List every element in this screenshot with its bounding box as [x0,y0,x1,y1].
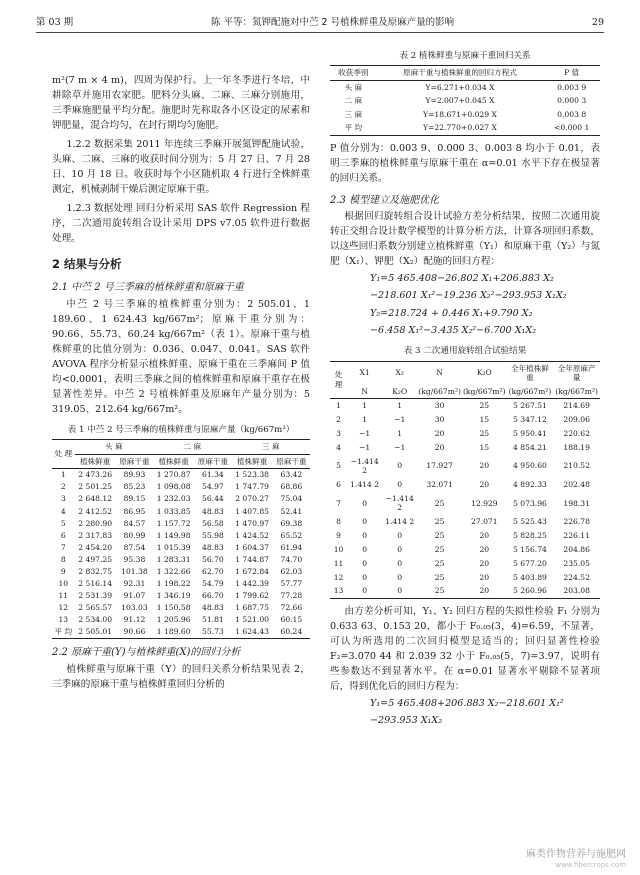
table1-cell: 1 198.22 [156,579,191,589]
table1-row [52,626,310,639]
table1-cell: 1 799.62 [235,591,270,601]
table1-cell: 1 747.79 [235,482,270,492]
table3-row [330,557,600,571]
table-1-header-treatment: 处 理 [52,440,75,469]
table2-cell: 三 麻 [344,109,363,119]
table3-cell: 0 [362,544,368,554]
table2-row [330,94,600,107]
table-1-subheader: 原麻干重 [194,454,231,468]
table3-cell: 27.071 [471,517,498,527]
table1-cell: 52.41 [280,506,303,516]
table1-cell: 2 534.00 [78,615,113,625]
anova-paragraph: 由方差分析可知，Y₁、Y₂ 回归方程的失拟性检验 F₁ 分别为 0.633 63、0.153 20，都小于 F₀.₀₅(3，4)=6.59，不显著，可认为所选用的二次回归模型是适当的；回归显著性检验 F₂=3.070 44 和 2.039 32 小于 F₀.₀₅(5，7)=3.97，说明有些参数达不到显著水平。在 α=0.01 显著水平剔除不显著项后，得到优化后的回归方程为： [330,606,600,692]
watermark-title: 麻类作物营养与施肥网 [526,848,626,860]
table3-cell: 5 347.12 [513,415,547,425]
table1-cell: 1 232.03 [156,494,191,504]
table1-row [52,505,310,517]
table1-cell: 1 [60,470,66,480]
table2-cell: Y=18.671+0.029 X [423,109,497,119]
regression-p-values-paragraph: P 值分别为：0.003 9、0.000 3、0.003 8 均小于 0.01，表明三季麻的植株鲜重与原麻干重在 α=0.01 水平下存在极显著的回归关系。 [330,142,600,184]
table3-cell: 12 [333,572,344,582]
table1-cell: 2 565.57 [78,603,113,613]
table3-cell: 20 [479,479,490,489]
table1-cell: 1 015.39 [156,542,191,552]
table3-cell: 20 [479,586,490,596]
table2-cell: 0.003 9 [557,82,587,92]
table3-row [330,570,600,584]
table1-cell: 1 150.58 [156,603,191,613]
table3-cell: 4 950.60 [513,461,547,471]
table1-cell: 95.38 [123,554,146,564]
table3-cell: 25 [434,498,445,508]
table3-cell: 203.08 [563,586,590,596]
table2-cell: Y=2.007+0.045 X [425,96,495,106]
table2-row [330,108,600,121]
table3-cell: 0 [397,461,403,471]
table3-cell: 188.19 [563,442,590,452]
table1-row [52,578,310,590]
running-header [36,14,604,33]
equation-y2-line2: −6.458 X₁²−3.435 X₂²−6.700 X₁X₂ [370,324,537,336]
table-3-header: X1 [359,368,370,378]
table3-cell: 7 [336,498,341,508]
table1-cell: 3 [60,494,66,504]
table1-cell: 1 407.85 [235,506,270,516]
table3-cell: 12.929 [471,498,498,508]
table1-row [52,566,310,578]
table3-row [330,478,600,492]
table1-cell: 2 832.75 [78,566,113,576]
table1-cell: 80.99 [123,530,146,540]
table3-cell: 0 [397,586,403,596]
table3-cell: 1.414 2 [350,479,380,489]
table1-cell: 86.95 [123,506,146,516]
table3-cell: 0 [397,531,403,541]
table3-cell: 209.06 [563,415,590,425]
table1-cell: 12 [58,603,69,613]
table3-cell: 11 [333,558,344,568]
table3-cell: 20 [479,572,490,582]
table1-cell: 54.79 [202,579,224,589]
table3-cell: 32.071 [426,479,453,489]
equation-y1-line2: −218.601 X₁²−19.236 X₂²−293.953 X₁X₂ [370,290,567,302]
table1-cell: 90.66 [123,627,146,637]
table3-cell: 25 [479,401,490,411]
watermark [526,849,626,869]
table1-cell: 4 [60,506,66,516]
table1-cell: 1 346.19 [156,591,191,601]
table1-cell: 8 [60,554,66,564]
table1-cell: 55.73 [202,627,224,637]
table-2-header: 原麻干重与植株鲜重的回归方程式 [377,66,544,80]
table1-cell: 1 098.08 [156,482,191,492]
table-1-subheader: 植株鲜重 [153,454,194,468]
table-1-group-first: 头 麻 [75,440,153,454]
table-2-header: P 值 [543,66,600,80]
table1-cell: 2 648.12 [78,494,113,504]
table-1-group-second: 二 麻 [153,440,231,454]
table3-row [330,584,600,598]
table1-cell: 92.31 [123,579,146,589]
table3-cell: 1 [362,415,368,425]
table-3-header: K₂O [476,368,492,378]
table3-cell: 0 [362,586,368,596]
table1-cell: 1 424.52 [235,530,270,540]
table-3-unit: (kg/667m²) [507,385,554,399]
table3-cell: 5 677.20 [513,558,547,568]
table3-cell: 20 [479,531,490,541]
table3-row [330,413,600,427]
table3-cell: 25 [434,572,445,582]
table1-cell: 1 604.37 [235,542,270,552]
table-1-subheader: 植株鲜重 [232,454,273,468]
table3-cell: −1.414 2 [350,456,379,476]
table3-cell: 0 [397,544,403,554]
equation-y2-line1: Y₂=218.724 + 0.446 X₁+9.790 X₂ [370,307,533,319]
right-column [330,44,600,729]
table3-cell: 25 [479,428,490,438]
table-3-unit: (kg/667m²) [553,385,600,399]
table1-row [52,554,310,566]
table3-cell: 1 [336,401,341,411]
table1-cell: 1 442.39 [235,579,270,589]
table1-row [52,493,310,505]
table-3-header: 处 理 [330,361,347,398]
table1-row [52,614,310,626]
table3-cell: 5 403.89 [513,572,547,582]
table3-cell: −1 [394,415,406,425]
table1-cell: 13 [58,615,69,625]
table3-cell: 5 260.96 [513,586,547,596]
section-2-1-paragraph: 中苎 2 号三季麻的植株鲜重分别为：2 505.01、1 189.60、1 624.43 kg/667m²；原麻干重分别为：90.66、55.73、60.24 kg/667m²（表 1）。原麻干重与植株鲜重的比值分别为：0.036、0.047、0.041。SAS 软件 AVOVA 程序分析显示植株鲜重、原麻干重在三季麻间 P 值均<0.0001，表明三季麻之间的植株鲜重和原麻干重存在极显著性差异。中苎 2 号植株鲜重及原麻年产量分别为：5 319.05、212.64 kg/667m²。 [52,299,310,415]
table3-cell: 20 [479,544,490,554]
table3-cell: 15 [479,442,490,452]
table1-cell: 1 322.66 [156,566,191,576]
subsection-2-3-heading: 2.3 模型建立及施肥优化 [330,194,440,206]
table3-cell: 226.11 [563,531,590,541]
table1-cell: 1 624.43 [235,627,270,637]
table1-cell: 1 149.98 [156,530,191,540]
table1-cell: 60.15 [280,615,303,625]
table3-cell: 5 828.25 [513,531,547,541]
table3-cell: −1 [394,442,406,452]
table1-cell: 6 [60,530,66,540]
table-2-body [330,80,600,135]
table3-cell: 5 [336,461,341,471]
table1-row [52,481,310,493]
table3-cell: 3 [336,428,341,438]
table3-cell: 4 854.21 [513,442,547,452]
table1-cell: 51.81 [202,615,224,625]
table-3-header: N [436,368,443,378]
table3-cell: 220.62 [563,428,590,438]
table1-cell: 57.77 [280,579,303,589]
table1-cell: 74.70 [280,554,303,564]
table3-cell: 30 [434,415,445,425]
table1-cell: 89.93 [123,470,146,480]
table1-cell: 1 270.87 [156,470,191,480]
table1-cell: 1 523.38 [235,470,270,480]
table3-cell: 25 [434,544,445,554]
table1-cell: 2 454.20 [78,542,113,552]
table2-cell: 平 均 [344,123,363,133]
table1-cell: 56.58 [202,518,224,528]
table1-cell: 75.04 [280,494,303,504]
table-3-caption: 表 3 二次通用旋转组合试验结果 [403,346,527,357]
table3-cell: 25 [434,517,445,527]
table3-cell: 0 [362,558,368,568]
table1-cell: 2 505.01 [78,627,113,637]
table1-cell: 1 189.60 [156,627,191,637]
table3-cell: 0 [397,572,403,582]
table-3-header: 全年植株鲜重 [510,363,549,383]
table3-cell: 5 950.41 [513,428,547,438]
section-1-2-2: 1.2.2 数据采集 2011 年连续三季麻开展氮钾配施试验，头麻、二麻、三麻的收获时间分别为：5 月 27 日、7 月 28 日、10 月 18 日。收获时每个小区随机取 4 行进行全株鲜重测定，机械剥制干燥后测定原麻干重。 [52,138,310,195]
optimized-equation-line1: Y₁=5 465.408+206.883 X₂−218.601 X₁² [370,697,564,709]
table1-cell: 62.70 [202,566,224,576]
table2-cell: Y=22.770+0.027 X [423,123,497,133]
table-3 [330,361,600,600]
table3-cell: 20 [434,442,445,452]
table3-cell: 15 [479,415,490,425]
table3-cell: 25 [434,586,445,596]
equation-y1-line1: Y₁=5 465.408−26.802 X₁+206.883 X₂ [370,273,554,285]
table1-cell: 63.42 [280,470,303,480]
table1-cell: 1 157.72 [156,518,191,528]
table1-cell: 48.83 [202,506,224,516]
table1-cell: 56.70 [202,554,224,564]
table1-cell: 66.70 [202,591,224,601]
table1-cell: 2 317.83 [78,530,113,540]
left-column [52,74,310,693]
page-number: 29 [591,16,604,28]
table2-row [330,80,600,94]
intro-paragraph: m²(7 m × 4 m)，四周为保护行。上一年冬季进行冬培，中耕除草并施用农家肥。肥料分头麻、二麻、三麻分别施用，三季麻施肥量平均分配。施肥时先称取各小区设定的尿素和钾肥量，混合均匀，在封行期均匀施肥。 [52,75,310,131]
table1-cell: 65.52 [280,530,303,540]
table1-cell: 2 501.25 [78,482,113,492]
table3-row [330,454,600,477]
table3-cell: 224.52 [563,572,590,582]
table3-row [330,529,600,543]
table1-cell: 85.23 [123,482,146,492]
table3-cell: 5 525.43 [513,517,547,527]
table1-cell: 9 [60,566,66,576]
table1-cell: 1 672.84 [235,566,270,576]
table-3-unit: (kg/667m²) [417,385,462,399]
table3-cell: 0 [397,479,403,489]
table3-cell: 25 [434,531,445,541]
table3-cell: 13 [333,586,344,596]
table3-cell: 0 [362,531,368,541]
table3-cell: 10 [333,544,344,554]
table-2-caption: 表 2 植株鲜重与原麻干重回归关系 [399,51,531,61]
table1-cell: 2 412.52 [78,506,113,516]
table1-cell: 7 [60,542,66,552]
table3-cell: 204.86 [563,544,590,554]
table3-cell: 1 [362,401,368,411]
table3-cell: 0 [362,517,368,527]
table-2 [330,65,600,135]
table3-cell: 20 [479,558,490,568]
section-2-3-paragraph: 根据回归旋转组合设计试验方差分析结果，按照二次通用旋转正交组合设计数学模型的计算分析方法，计算各项回归系数，以这些回归系数分别建立植株鲜重（Y₁）和原麻干重（Y₂）与氮肥（X₁）、钾肥（X₂）配施的回归方程： [330,211,600,268]
table3-cell: 20 [479,461,490,471]
table3-cell: 214.69 [563,401,590,411]
table3-cell: 198.31 [563,498,590,508]
table3-cell: 1 [397,401,403,411]
table1-row [52,541,310,553]
table3-cell: −1 [359,428,371,438]
table3-row [330,515,600,529]
table3-row [330,399,600,413]
section-2-heading: 2 结果与分析 [52,257,122,272]
table2-cell: 头 麻 [344,82,363,92]
table3-cell: 0 [362,498,368,508]
table1-row [52,517,310,529]
table1-cell: 2 516.14 [78,579,113,589]
table3-cell: 30 [434,401,445,411]
table1-cell: 2 280.90 [78,518,113,528]
table1-cell: 60.24 [280,627,303,637]
table3-cell: 202.48 [563,479,590,489]
table3-cell: 210.52 [563,461,590,471]
table-1-subheader: 原麻干重 [116,454,153,468]
table1-cell: 2 497.25 [78,554,113,564]
table1-cell: 48.83 [202,603,224,613]
table1-cell: 1 283.31 [156,554,191,564]
table3-row [330,427,600,441]
table1-cell: 61.34 [202,470,224,480]
table3-cell: 17.927 [426,461,453,471]
table1-row [52,602,310,614]
table3-cell: 6 [336,479,341,489]
section-1-2-3: 1.2.3 数据处理 回归分析采用 SAS 软件 Regression 程序，二次通用旋转组合设计采用 DPS v7.05 软件进行数据处理。 [52,202,310,244]
table1-cell: 61.94 [280,542,303,552]
table3-cell: −1.414 2 [385,493,414,513]
table1-cell: 89.15 [123,494,146,504]
table2-cell: 二 麻 [344,96,363,106]
table1-cell: 1 205.96 [156,615,191,625]
table2-row [330,121,600,135]
table3-cell: 235.05 [563,558,590,568]
subsection-2-2-heading: 2.2 原麻干重(Y)与植株鲜重(X)的回归分析 [52,647,241,659]
table1-row [52,529,310,541]
table-1 [52,439,310,639]
table3-row [330,441,600,455]
table1-cell: 2 070.27 [235,494,270,504]
table1-cell: 55.98 [202,530,224,540]
table3-cell: 5 267.51 [513,401,547,411]
table-3-body [330,399,600,599]
table-3-unit: N [347,385,382,399]
subsection-2-1-heading: 2.1 中苎 2 号三季麻的植株鲜重和原麻干重 [52,282,244,294]
table2-cell: <0.000 1 [553,123,590,133]
table2-cell: Y=6.271+0.034 X [425,82,495,92]
table1-cell: 62.03 [280,566,303,576]
table1-cell: 2 473.26 [78,470,113,480]
table3-row [330,492,600,515]
table3-cell: 4 892.33 [513,479,547,489]
table1-cell: 68.86 [280,482,303,492]
table1-cell: 69.38 [280,518,303,528]
table1-cell: 1 687.75 [235,603,270,613]
table3-cell: 226.78 [563,517,590,527]
table3-cell: 25 [434,558,445,568]
table3-cell: 1 [397,428,403,438]
table1-cell: 77.28 [280,591,303,601]
table1-cell: 56.44 [202,494,224,504]
table1-cell: 87.54 [123,542,146,552]
table1-cell: 91.07 [123,591,146,601]
table1-cell: 101.38 [121,566,148,576]
table1-row [52,590,310,602]
table1-cell: 2 [60,482,66,492]
watermark-url: www.fibercrops.com [555,860,626,869]
section-2-2-paragraph: 植株鲜重与原麻干重（Y）的回归关系分析结果见表 2，三季麻的原麻干重与植株鲜重回归分析的 [52,663,310,690]
table1-cell: 5 [60,518,66,528]
table1-cell: 54.97 [202,482,224,492]
table3-cell: 9 [336,531,341,541]
running-title: 陈 平等：氮钾配施对中苎 2 号植株鲜重及原麻产量的影响 [210,16,455,28]
issue-number: 第 03 期 [36,16,74,28]
table-3-header: 全年原麻产量 [557,363,596,383]
table3-cell: 4 [336,442,341,452]
table3-cell: 5 073.96 [513,498,547,508]
table-3-unit: K₂O [382,385,417,399]
table3-cell: −1 [359,442,371,452]
optimized-equation-line2: −293.953 X₁X₂ [370,715,443,727]
table-1-caption: 表 1 中苎 2 号三季麻的植株鲜重与原麻产量（kg/667m²） [67,424,295,435]
table1-cell: 1 033.85 [156,506,191,516]
table-3-header: X₂ [395,368,404,378]
table3-cell: 2 [336,415,341,425]
table-3-unit: (kg/667m²) [462,385,507,399]
table3-cell: 20 [434,428,445,438]
table1-cell: 72.66 [280,603,303,613]
table1-cell: 2 531.39 [78,591,113,601]
table-1-body [52,469,310,639]
table1-cell: 91.12 [123,615,146,625]
table-1-subheader: 植株鲜重 [75,454,116,468]
table3-cell: 5 156.74 [513,544,547,554]
table2-cell: 0.003 8 [557,109,587,119]
table3-cell: 0 [362,572,368,582]
table1-cell: 1 521.00 [235,615,270,625]
table3-cell: 8 [336,517,341,527]
table3-cell: 0 [397,558,403,568]
table3-row [330,543,600,557]
table-1-subheader: 原麻干重 [273,454,310,468]
table1-cell: 1 744.87 [235,554,270,564]
table3-cell: 1.414 2 [385,517,415,527]
table1-cell: 48.83 [202,542,224,552]
table-2-header: 收获季别 [330,66,377,80]
table1-cell: 103.03 [121,603,148,613]
table1-cell: 84.57 [123,518,146,528]
table1-cell: 平 均 [54,627,73,637]
table-1-group-third: 三 麻 [232,440,311,454]
table2-cell: 0.000 3 [557,96,587,106]
table1-cell: 10 [58,579,69,589]
table1-cell: 11 [58,591,69,601]
table1-row [52,469,310,482]
table1-cell: 1 470.97 [235,518,270,528]
